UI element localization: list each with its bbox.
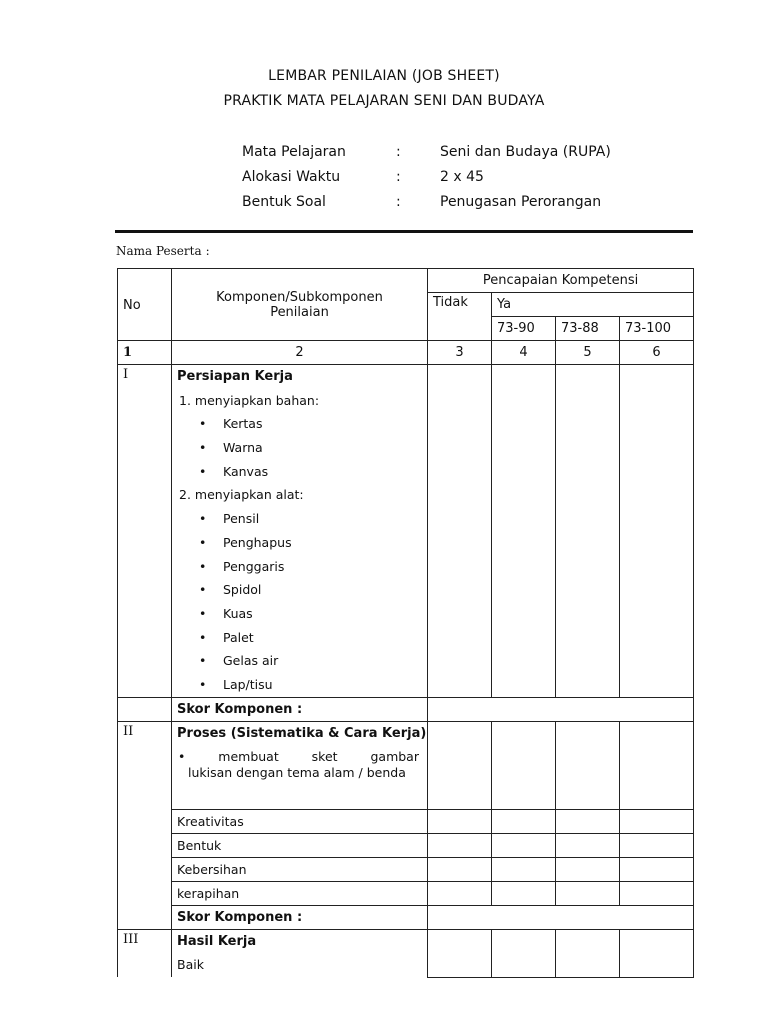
section-1-title: Persiapan Kerja (177, 369, 293, 384)
score-cell[interactable] (492, 365, 556, 698)
score-cell[interactable] (492, 833, 556, 857)
alat-item: • Kuas (172, 602, 427, 626)
alat-item: • Palet (172, 626, 427, 650)
section-2-no: II (118, 721, 172, 929)
header-pencapaian: Pencapaian Kompetensi (428, 269, 694, 293)
score-cell[interactable] (620, 721, 694, 809)
section-2-title: Proses (Sistematika & Cara Kerja) (177, 725, 427, 741)
colnum-3: 3 (428, 341, 492, 365)
score-cell[interactable] (620, 929, 694, 977)
bullet-word: gambar (370, 749, 419, 765)
section-2-item: Bentuk (172, 833, 428, 857)
score-cell[interactable] (556, 833, 620, 857)
header-tidak: Tidak (428, 293, 492, 341)
nama-peserta-label (116, 244, 210, 258)
meta-colon: : (396, 169, 401, 185)
header-komponen-line2: Penilaian (270, 304, 329, 320)
document-title: LEMBAR PENILAIAN (JOB SHEET) (268, 68, 500, 84)
bahan-item: • Kertas (172, 412, 427, 436)
bullet-line2: lukisan dengan tema alam / benda (188, 765, 406, 781)
section-1-sub-alat: 2. menyiapkan alat: (179, 487, 304, 503)
header-no: No (118, 269, 172, 341)
colnum-2: 2 (172, 341, 428, 365)
section-3-item: Baik (177, 957, 204, 973)
section-2-skor-label: Skor Komponen : (172, 905, 428, 929)
score-cell[interactable] (620, 881, 694, 905)
score-cell[interactable] (492, 809, 556, 833)
meta-label: Alokasi Waktu (242, 169, 341, 185)
score-cell[interactable] (492, 857, 556, 881)
alat-item: • Gelas air (172, 649, 427, 673)
section-2-item: kerapihan (172, 881, 428, 905)
colnum-4: 4 (492, 341, 556, 365)
bullet-icon: • (178, 749, 186, 765)
bullet-word: membuat (218, 749, 279, 765)
section-2-item: Kebersihan (172, 857, 428, 881)
score-cell[interactable] (620, 857, 694, 881)
header-komponen (172, 269, 428, 341)
skor-spacer (118, 697, 172, 721)
section-1-skor-value[interactable] (428, 697, 694, 721)
score-cell[interactable] (620, 809, 694, 833)
meta-value: Seni dan Budaya (RUPA) (440, 144, 611, 160)
score-cell[interactable] (428, 809, 492, 833)
section-3-content (172, 929, 428, 977)
score-cell[interactable] (428, 857, 492, 881)
score-cell[interactable] (620, 365, 694, 698)
score-cell[interactable] (556, 881, 620, 905)
score-cell[interactable] (556, 721, 620, 809)
section-1-skor-label: Skor Komponen : (172, 697, 428, 721)
section-2-content (172, 721, 428, 809)
score-cell[interactable] (428, 365, 492, 698)
score-cell[interactable] (492, 881, 556, 905)
score-cell[interactable] (428, 929, 492, 977)
header-divider (115, 230, 693, 233)
section-2-item: Kreativitas (172, 809, 428, 833)
alat-item: • Spidol (172, 578, 427, 602)
score-cell[interactable] (428, 721, 492, 809)
header-range-3: 73-100 (620, 317, 694, 341)
section-3-title: Hasil Kerja (177, 933, 257, 949)
alat-item: • Penggaris (172, 555, 427, 579)
score-cell[interactable] (428, 881, 492, 905)
alat-item: • Pensil (172, 507, 427, 531)
score-cell[interactable] (556, 929, 620, 977)
header-komponen-line1: Komponen/Subkomponen (216, 289, 383, 305)
colnum-1: 1 (118, 341, 172, 365)
bahan-item: • Warna (172, 436, 427, 460)
assessment-table (117, 268, 694, 978)
meta-value: Penugasan Perorangan (440, 194, 602, 210)
meta-value: 2 x 45 (440, 169, 484, 185)
document-subtitle: PRAKTIK MATA PELAJARAN SENI DAN BUDAYA (223, 93, 545, 109)
alat-item: • Lap/tisu (172, 673, 427, 697)
nama-peserta-colon: : (205, 244, 210, 258)
section-1-content (172, 365, 428, 698)
header-ya: Ya (492, 293, 694, 317)
meta-label: Bentuk Soal (242, 194, 326, 210)
section-2-bullet (172, 745, 427, 781)
colnum-6: 6 (620, 341, 694, 365)
score-cell[interactable] (428, 833, 492, 857)
score-cell[interactable] (556, 857, 620, 881)
colnum-5: 5 (556, 341, 620, 365)
meta-colon: : (396, 194, 401, 210)
section-1-no: I (118, 365, 172, 698)
section-3-no: III (118, 929, 172, 977)
score-cell[interactable] (492, 929, 556, 977)
meta-label: Mata Pelajaran (242, 144, 346, 160)
bullet-word: sket (311, 749, 338, 765)
nama-peserta-text: Nama Peserta (116, 244, 202, 258)
bahan-item: • Kanvas (172, 460, 427, 484)
score-cell[interactable] (556, 809, 620, 833)
header-range-1: 73-90 (492, 317, 556, 341)
score-cell[interactable] (620, 833, 694, 857)
alat-item: • Penghapus (172, 531, 427, 555)
header-range-2: 73-88 (556, 317, 620, 341)
section-2-skor-value[interactable] (428, 905, 694, 929)
score-cell[interactable] (492, 721, 556, 809)
meta-colon: : (396, 144, 401, 160)
section-1-sub-bahan: 1. menyiapkan bahan: (179, 392, 320, 408)
score-cell[interactable] (556, 365, 620, 698)
